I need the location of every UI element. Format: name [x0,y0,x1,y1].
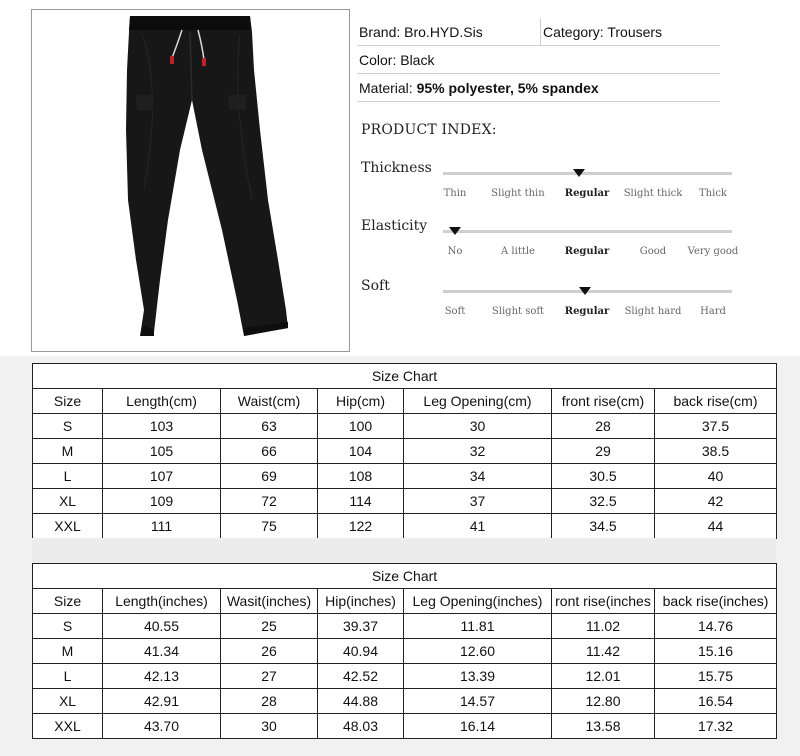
table-spacer [32,538,776,563]
table-cell: 34.5 [552,514,655,539]
table-cell: 42 [655,489,777,514]
column-header: Size [33,389,103,414]
table-cell: 40.55 [103,614,221,639]
table-cell: 41 [404,514,552,539]
table-header-row [33,589,777,614]
table-cell: 13.39 [404,664,552,689]
table-cell: M [33,439,103,464]
index-row-thickness [361,160,741,210]
table-cell: L [33,664,103,689]
table-title: Size Chart [33,564,777,589]
table-cell: 30 [221,714,318,739]
table-cell: 28 [221,689,318,714]
table-cell: L [33,464,103,489]
index-tick: Good [639,246,667,257]
table-row [33,464,777,489]
material-label: Material: [359,79,417,96]
index-label: Thickness [361,160,432,176]
category-field: Category: Trousers [541,18,721,46]
index-label: Elasticity [361,218,428,234]
table-cell: 72 [221,489,318,514]
table-cell: 111 [103,514,221,539]
table-cell: 43.70 [103,714,221,739]
table-cell: 14.76 [655,614,777,639]
product-index-title: PRODUCT INDEX: [361,122,497,138]
index-row-soft [361,278,741,328]
table-cell: XL [33,689,103,714]
table-cell: 30.5 [552,464,655,489]
table-cell: 17.32 [655,714,777,739]
table-cell: S [33,414,103,439]
table-row [33,414,777,439]
index-ticks [437,246,737,260]
trousers-image [32,10,349,351]
table-cell: 11.02 [552,614,655,639]
table-cell: 28 [552,414,655,439]
index-bar [443,290,732,293]
product-info-table [357,18,720,102]
table-cell: 63 [221,414,318,439]
table-cell: 122 [318,514,404,539]
table-row [33,489,777,514]
table-cell: 37 [404,489,552,514]
material-field [357,74,720,102]
index-tick: Slight soft [491,306,545,317]
index-tick: Slight hard [624,306,682,317]
table-cell: 42.13 [103,664,221,689]
table-cell: 26 [221,639,318,664]
table-row [33,439,777,464]
table-cell: 105 [103,439,221,464]
table-cell: 42.52 [318,664,404,689]
index-tick: Regular [564,188,610,199]
table-cell: S [33,614,103,639]
table-cell: 44.88 [318,689,404,714]
table-row [33,614,777,639]
table-cell: 14.57 [404,689,552,714]
table-cell: XL [33,489,103,514]
table-cell: 16.14 [404,714,552,739]
column-header: ront rise(inches [552,589,655,614]
table-cell: 103 [103,414,221,439]
index-bar [443,230,732,233]
product-photo [31,9,350,352]
table-cell: 104 [318,439,404,464]
table-cell: 29 [552,439,655,464]
table-cell: 114 [318,489,404,514]
column-header: Length(cm) [103,389,221,414]
table-cell: 11.42 [552,639,655,664]
size-chart-cm [32,363,777,539]
table-cell: 40 [655,464,777,489]
table-cell: 75 [221,514,318,539]
table-cell: 12.60 [404,639,552,664]
product-header [0,0,800,356]
column-header: Waist(cm) [221,389,318,414]
table-cell: M [33,639,103,664]
column-header: back rise(cm) [655,389,777,414]
table-cell: 69 [221,464,318,489]
table-cell: 32 [404,439,552,464]
table-cell: 41.34 [103,639,221,664]
table-cell: 25 [221,614,318,639]
table-cell: 13.58 [552,714,655,739]
index-tick: Very good [687,246,739,257]
table-cell: 100 [318,414,404,439]
table-cell: 40.94 [318,639,404,664]
table-cell: 48.03 [318,714,404,739]
table-cell: 34 [404,464,552,489]
index-row-elasticity [361,218,741,268]
column-header: Hip(cm) [318,389,404,414]
index-tick: Hard [700,306,726,317]
table-title: Size Chart [33,364,777,389]
material-value: 95% polyester, 5% spandex [416,79,599,96]
column-header: Length(inches) [103,589,221,614]
table-cell: 27 [221,664,318,689]
table-cell: 66 [221,439,318,464]
brand-field: Brand: Bro.HYD.Sis [357,18,541,46]
index-marker [579,287,591,295]
index-marker [573,169,585,177]
index-ticks [437,188,737,202]
table-cell: 39.37 [318,614,404,639]
table-header-row [33,389,777,414]
table-row [33,689,777,714]
table-row [33,714,777,739]
table-cell: 44 [655,514,777,539]
index-ticks [437,306,737,320]
table-cell: XXL [33,514,103,539]
index-tick: Regular [564,246,610,257]
index-bar [443,172,732,175]
index-label: Soft [361,278,390,294]
index-tick: Soft [444,306,466,317]
column-header: Leg Opening(inches) [404,589,552,614]
table-cell: 12.01 [552,664,655,689]
table-cell: 30 [404,414,552,439]
table-cell: 11.81 [404,614,552,639]
table-cell: 32.5 [552,489,655,514]
color-field: Color: Black [357,46,720,74]
size-chart-inches [32,563,777,739]
column-header: front rise(cm) [552,389,655,414]
index-tick: Thin [443,188,467,199]
table-cell: 42.91 [103,689,221,714]
index-tick: Thick [699,188,727,199]
column-header: Size [33,589,103,614]
table-cell: 12.80 [552,689,655,714]
table-cell: 109 [103,489,221,514]
column-header: Hip(inches) [318,589,404,614]
column-header: Wasit(inches) [221,589,318,614]
table-cell: 16.54 [655,689,777,714]
table-cell: 108 [318,464,404,489]
index-tick: A little [501,246,535,257]
table-row [33,664,777,689]
index-tick: Regular [564,306,610,317]
index-tick: No [447,246,463,257]
index-tick: Slight thin [491,188,545,199]
table-row [33,639,777,664]
table-cell: 15.16 [655,639,777,664]
column-header: Leg Opening(cm) [404,389,552,414]
table-cell: 107 [103,464,221,489]
table-row [33,514,777,539]
index-marker [449,227,461,235]
column-header: back rise(inches) [655,589,777,614]
table-cell: 38.5 [655,439,777,464]
table-cell: 37.5 [655,414,777,439]
table-cell: XXL [33,714,103,739]
index-tick: Slight thick [623,188,683,199]
table-cell: 15.75 [655,664,777,689]
